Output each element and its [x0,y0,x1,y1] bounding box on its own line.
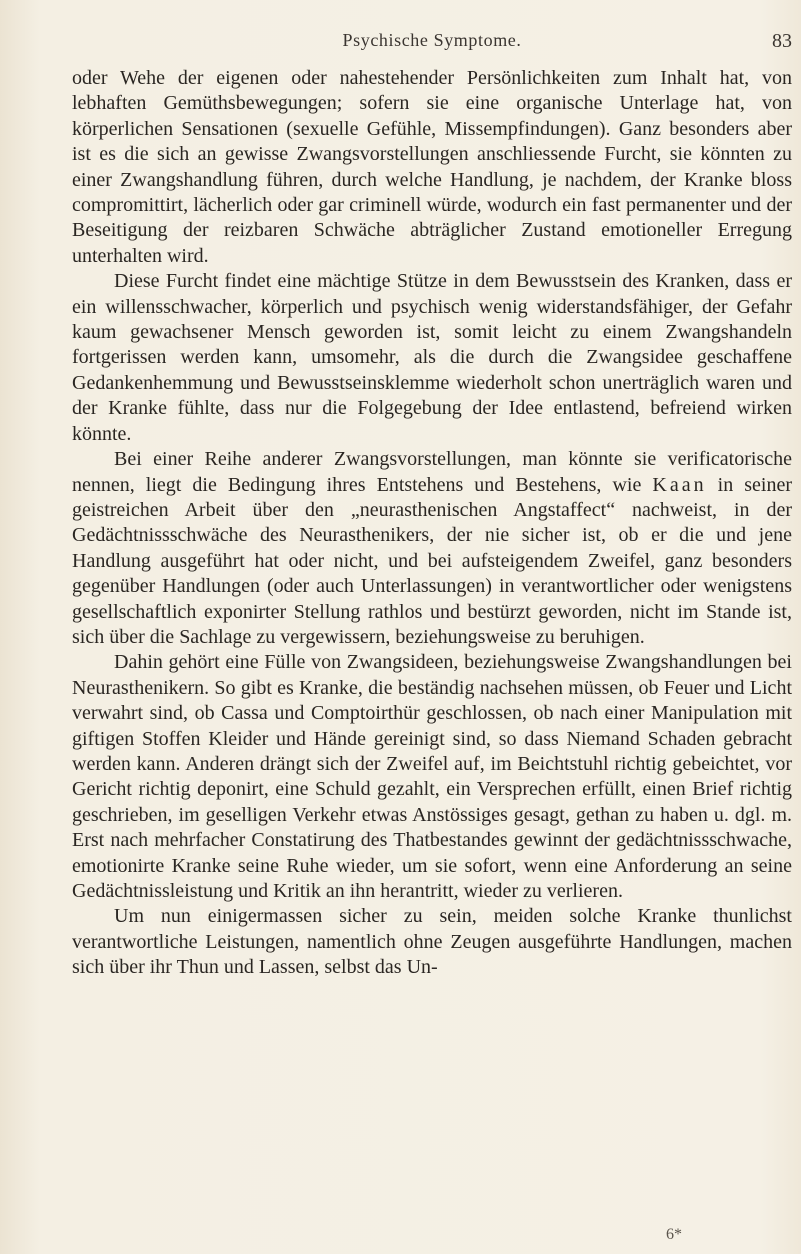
paragraph-text: in seiner geistreichen Arbeit über den „neurasthenischen Angstaffect“ nachweist, in der Gedächtnissschwäche des Neurasthenikers, der nie sicher ist, ob er die und jene Handlung ausgeführt hat oder nicht, und bei aufsteigendem Zweifel, ganz besonders gegenüber Handlungen (oder auch Unterlassungen) in verantwortlicher oder wenigstens gesellschaftlich exponirter Stellung rathlos und bestürzt geworden, nicht im Stande ist, sich über die Sachlage zu vergewissern, beziehungsweise zu beruhigen. [72,473,792,648]
paragraph-text: Dahin gehört eine Fülle von Zwangsideen, beziehungsweise Zwangshandlungen bei Neurasthenikern. So gibt es Kranke, die beständig nachsehen müssen, ob Feuer und Licht verwahrt sind, ob Cassa und Comptoirthür geschlossen, ob nach einer Manipulation mit giftigen Stoffen Kleider und Hände gereinigt sind, so dass Niemand Schaden gebracht werden kann. Anderen drängt sich der Zweifel auf, im Beichtstuhl richtig gebeichtet, vor Gericht richtig deponirt, eine Schuld gezahlt, ein Versprechen erfüllt, einen Brief richtig geschrieben, im geselligen Verkehr etwas Anstössiges gesagt, gethan zu haben u. dgl. m. Erst nach mehrfacher Constatirung des Thatbestandes gewinnt der gedächtnissschwache, emotionirte Kranke seine Ruhe wieder, um sie sofort, wenn eine Anforderung an seine Gedächtnissleistung und Kritik an ihn herantritt, wieder zu verlieren. [72,651,792,902]
paragraph-text: Bei einer Reihe anderer Zwangsvorstellungen, man könnte sie verificatorische nennen, liegt die Bedingung ihres Entstehens und Bestehens, wie [72,448,792,496]
paragraph-2 [72,269,792,447]
paragraph-text: Um nun einigermassen sicher zu sein, meiden solche Kranke thunlichst verantwortliche Leistungen, namentlich ohne Zeugen ausgeführte Handlungen, machen sich über ihr Thun und Lassen, selbst das Un- [72,905,792,979]
page-header [72,30,792,54]
signature-mark: 6* [666,1226,682,1243]
paragraph-1 [72,66,792,269]
page-number: 83 [772,30,792,52]
paragraph-4 [72,650,792,904]
paragraph-text: Diese Furcht findet eine mächtige Stütze in dem Bewusstsein des Kranken, dass er ein willensschwacher, körperlich und psychisch wenig widerstandsfähiger, der Gefahr kaum gewachsener Mensch geworden ist, somit leicht zu einem Zwangshandeln fortgerissen werden kann, umsomehr, als die durch die Zwangsidee geschaffene Gedankenhemmung und Bewusstseinsklemme wiederholt schon unerträglich waren und der Kranke fühlte, dass nur die Folgegebung der Idee entlastend, befreiend wirken könnte. [72,270,792,445]
body-text [72,66,792,981]
paragraph-3 [72,447,792,650]
author-name-kaan: Kaan [652,473,707,496]
running-title: Psychische Symptome. [342,30,522,50]
paragraph-text: oder Wehe der eigenen oder nahestehender Persönlichkeiten zum Inhalt hat, von lebhaften Gemüthsbewegungen; sofern sie eine organische Unterlage hat, von körperlichen Sensationen (sexuelle Gefühle, Missempfindungen). Ganz besonders aber ist es die sich an gewisse Zwangsvorstellungen anschliessende Furcht, sie könnten zu einer Zwangshandlung führen, durch welche Handlung, je nachdem, der Kranke bloss compromittirt, lächerlich oder gar criminell würde, wodurch ein fast permanenter und der Beseitigung der reizbaren Schwäche abträglicher Zustand emotioneller Erregung unterhalten wird. [72,67,792,267]
paragraph-5 [72,904,792,980]
